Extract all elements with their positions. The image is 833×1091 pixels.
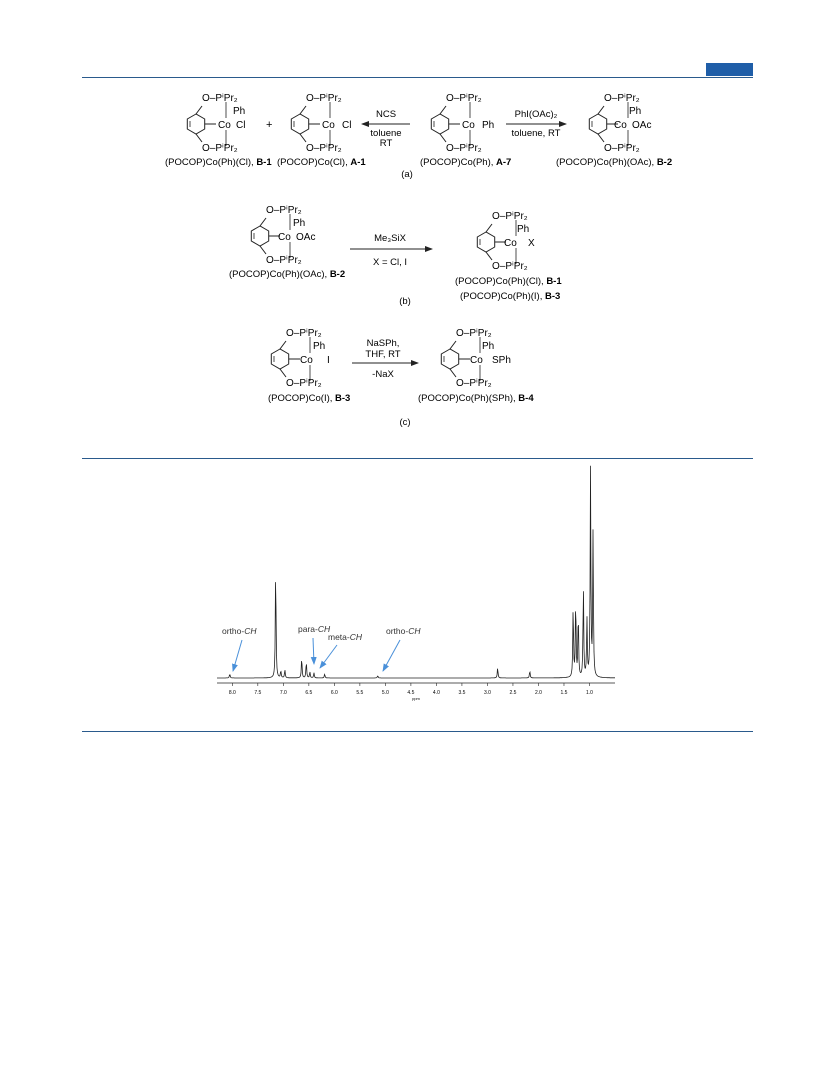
x-tick-label: 6.0 (330, 690, 338, 696)
x-tick-label: 7.5 (254, 690, 262, 696)
ligand-bottom: O–PⁱPr₂ (266, 255, 302, 266)
peak-annotations (222, 624, 421, 671)
compound-caption-2: (POCOP)Co(Ph)(I), B-3 (460, 291, 561, 302)
annotation-label: para-CH (298, 624, 331, 634)
svg-text:toluene, RT: toluene, RT (511, 128, 561, 139)
svg-text:NCS: NCS (375, 109, 397, 120)
x-tick-label: 7.0 (279, 690, 287, 696)
axial-ligand: Ph (517, 224, 530, 235)
annotation-arrow (233, 640, 242, 671)
ligand-bottom: O–PⁱPr₂ (492, 261, 528, 272)
nmr-spectrum (217, 466, 615, 701)
compound-caption-1: (POCOP)Co(Ph)(Cl), B-1 (455, 276, 562, 287)
svg-text:RT: RT (379, 138, 393, 149)
x-tick-label: 5.0 (381, 690, 389, 696)
axial-ligand: Ph (629, 106, 642, 117)
x-tick-label: 1.0 (586, 690, 593, 696)
panel-label-b: (b) (399, 296, 411, 307)
svg-text:X = Cl, I: X = Cl, I (372, 257, 408, 268)
compound-b2-reactant (229, 205, 345, 280)
ligand-top: O–PⁱPr₂ (202, 93, 238, 104)
x-tick-label: 4.5 (407, 690, 415, 696)
reaction-arrow-nasph (352, 338, 418, 380)
compound-a7 (420, 93, 511, 168)
svg-text:Me₃SiX: Me₃SiX (374, 233, 406, 244)
svg-text:-NaX: -NaX (372, 369, 394, 380)
annotation-label: ortho-CH (222, 626, 257, 636)
x-tick-label: 2.0 (534, 690, 542, 696)
compound-caption: (POCOP)Co(Ph)(OAc), B-2 (229, 269, 346, 280)
x-tick-label: 2.5 (509, 690, 517, 696)
ligand-bottom: O–PⁱPr₂ (306, 143, 342, 154)
spectrum-trace (217, 466, 615, 678)
axial-ligand: Ph (482, 341, 495, 352)
panel-label-c: (c) (399, 417, 411, 428)
x-tick-label: 5.5 (356, 690, 364, 696)
x-ligand: Ph (482, 120, 495, 131)
x-ligand: Cl (342, 120, 352, 131)
x-ligand: OAc (632, 120, 652, 131)
ligand-top: O–PⁱPr₂ (456, 328, 492, 339)
axial-ligand: Ph (233, 106, 246, 117)
ligand-bottom: O–PⁱPr₂ (286, 378, 322, 389)
plus-sign: + (266, 119, 273, 131)
x-tick-label: 8.0 (228, 690, 236, 696)
peak-annotation (320, 632, 363, 668)
reaction-arrow-me3six (350, 233, 432, 268)
compound-caption: (POCOP)Co(Ph)(SPh), B-4 (418, 393, 534, 404)
annotation-label: ortho-CH (386, 626, 421, 636)
compound-caption: (POCOP)Co(Ph)(Cl), B-1 (165, 157, 272, 168)
x-ligand: X (528, 238, 535, 249)
x-tick-label: 6.5 (305, 690, 313, 696)
reaction-arrow-phioac (506, 109, 566, 139)
axial-ligand: Ph (313, 341, 326, 352)
ligand-bottom: O–PⁱPr₂ (202, 143, 238, 154)
ligand-top: O–PⁱPr₂ (286, 328, 322, 339)
x-ligand: I (327, 355, 330, 366)
x-ligand: SPh (492, 355, 511, 366)
ligand-top: O–PⁱPr₂ (604, 93, 640, 104)
svg-text:NaSPh,: NaSPh, (366, 338, 400, 349)
ligand-top: O–PⁱPr₂ (446, 93, 482, 104)
metal: Co (470, 355, 483, 366)
annotation-label: meta-CH (328, 632, 363, 642)
x-tick-label: 1.5 (560, 690, 568, 696)
compound-caption: (POCOP)Co(Ph), A-7 (420, 157, 512, 168)
svg-text:PhI(OAc)₂: PhI(OAc)₂ (514, 109, 558, 120)
x-ligand: OAc (296, 232, 316, 243)
annotation-arrow (313, 638, 314, 664)
peak-annotation (298, 624, 331, 664)
ligand-top: O–PⁱPr₂ (492, 211, 528, 222)
compound-a1 (277, 93, 366, 168)
annotation-arrow (383, 640, 400, 671)
peak-annotation (222, 626, 257, 671)
compound-caption: (POCOP)Co(Ph)(OAc), B-2 (556, 157, 673, 168)
ligand-bottom: O–PⁱPr₂ (456, 378, 492, 389)
compound-b4-product (418, 328, 534, 404)
svg-text:THF, RT: THF, RT (365, 349, 401, 360)
metal: Co (504, 238, 517, 249)
compound-caption: (POCOP)Co(I), B-3 (268, 393, 351, 404)
axial-ligand: Ph (293, 218, 306, 229)
metal: Co (614, 120, 627, 131)
metal: Co (462, 120, 475, 131)
compound-b1 (165, 93, 272, 168)
metal: Co (300, 355, 313, 366)
x-tick-label: 3.0 (483, 690, 491, 696)
ligand-bottom: O–PⁱPr₂ (446, 143, 482, 154)
x-ligand: Cl (236, 120, 246, 131)
x-tick-label: 4.0 (432, 690, 440, 696)
compound-b3-reactant (268, 328, 350, 404)
metal: Co (218, 120, 231, 131)
ligand-bottom: O–PⁱPr₂ (604, 143, 640, 154)
svg-text:toluene: toluene (370, 128, 402, 139)
compound-b2 (556, 93, 672, 168)
metal: Co (278, 232, 291, 243)
reaction-arrow-ncs (362, 109, 410, 149)
compound-b1-b3-product (455, 211, 562, 302)
ligand-top: O–PⁱPr₂ (266, 205, 302, 216)
x-axis-ticks (229, 683, 593, 696)
annotation-arrow (320, 645, 337, 668)
panel-label-a: (a) (401, 169, 413, 180)
peak-annotation (383, 626, 421, 671)
x-axis-label: ppm (412, 696, 420, 701)
metal: Co (322, 120, 335, 131)
ligand-top: O–PⁱPr₂ (306, 93, 342, 104)
x-tick-label: 3.5 (458, 690, 466, 696)
compound-caption: (POCOP)Co(Cl), A-1 (277, 157, 366, 168)
